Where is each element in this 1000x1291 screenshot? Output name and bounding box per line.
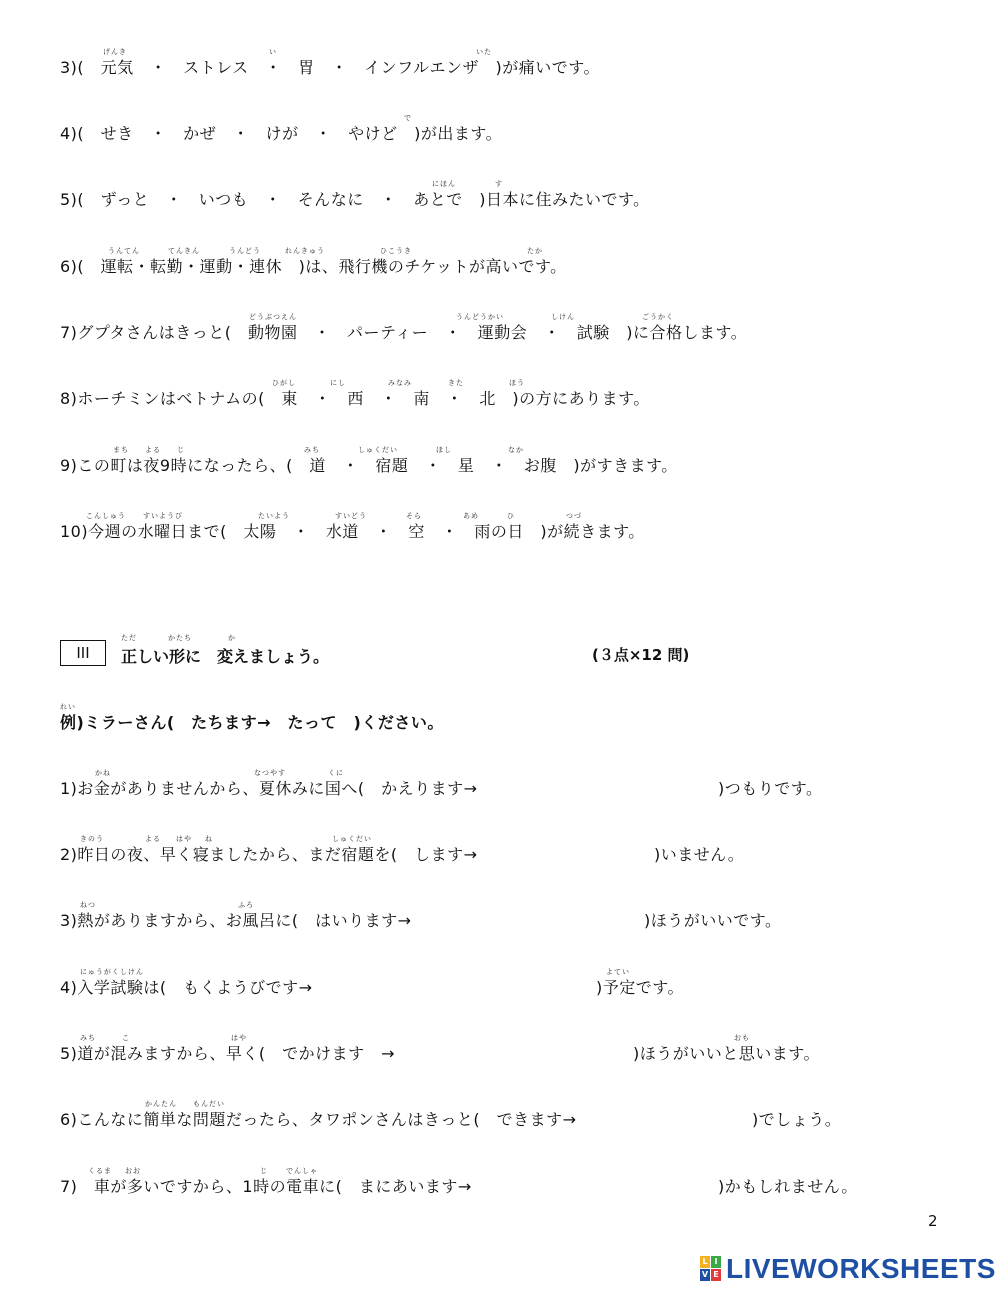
vocab-text: 5)( ずっと ・ いつも ・ そんなに ・ あとで )日本に住みたいです。 bbox=[60, 190, 650, 209]
furigana: たか bbox=[527, 247, 543, 255]
furigana: あめ bbox=[463, 512, 479, 520]
vocab-text: 10)今週の水曜日まで( 太陽 ・ 水道 ・ 空 ・ 雨の日 )が続きます。 bbox=[60, 522, 645, 541]
furigana: どうぶつえん bbox=[249, 313, 297, 321]
furigana: れんきゅう bbox=[285, 247, 325, 255]
furigana: かね bbox=[95, 769, 111, 777]
furigana: よる bbox=[145, 446, 161, 454]
vocab-text: 8)ホーチミンはベトナムの( 東 ・ 西 ・ 南 ・ 北 )の方にあります。 bbox=[60, 389, 650, 408]
furigana: しゅくだい bbox=[332, 835, 372, 843]
vocab-text: 6)( 運転・転勤・運動・連休 )は、飛行機のチケットが高いです。 bbox=[60, 257, 567, 276]
furigana: なか bbox=[508, 446, 524, 454]
logo-cube-icon bbox=[700, 1256, 722, 1282]
form-item-prefix: 7) 車が多いですから、1時の電車に( まにあいます→ bbox=[60, 1177, 472, 1196]
form-item-prefix: 3)熱がありますから、お風呂に( はいります→ bbox=[60, 911, 412, 930]
furigana: おお bbox=[125, 1167, 141, 1175]
section-title: 正しい形に 変えましょう。 bbox=[121, 647, 330, 666]
furigana: うんどうかい bbox=[456, 313, 504, 321]
furigana: つづ bbox=[566, 512, 582, 520]
furigana: はや bbox=[231, 1034, 247, 1042]
furigana: まち bbox=[113, 446, 129, 454]
example-sentence: 例)ミラーさん( たちます→ たって )ください。 bbox=[60, 713, 444, 732]
section-number-box: III bbox=[60, 640, 106, 666]
form-item-suffix: )ほうがいいです。 bbox=[644, 911, 782, 930]
logo-cube-letter: E bbox=[711, 1269, 721, 1281]
furigana: うんてん bbox=[108, 247, 140, 255]
furigana: じ bbox=[177, 446, 185, 454]
furigana: くるま bbox=[88, 1167, 112, 1175]
form-item-suffix: )予定です。 bbox=[596, 978, 684, 997]
form-item-suffix: )ほうがいいと思います。 bbox=[633, 1044, 820, 1063]
furigana: おも bbox=[734, 1034, 750, 1042]
furigana: で bbox=[404, 114, 412, 122]
furigana: きのう bbox=[80, 835, 104, 843]
furigana: もんだい bbox=[193, 1100, 225, 1108]
furigana: ねつ bbox=[80, 901, 96, 909]
vocab-text: 3)( 元気 ・ ストレス ・ 胃 ・ インフルエンザ )が痛いです。 bbox=[60, 58, 601, 77]
form-item-prefix: 6)こんなに簡単な問題だったら、タワポンさんはきっと( できます→ bbox=[60, 1110, 577, 1129]
furigana: みち bbox=[304, 446, 320, 454]
logo-cube-letter: V bbox=[701, 1270, 709, 1279]
furigana: こんしゅう bbox=[86, 512, 126, 520]
section-points: (３点×12 問) bbox=[592, 646, 690, 664]
furigana: ごうかく bbox=[642, 313, 674, 321]
furigana: でんしゃ bbox=[286, 1167, 318, 1175]
furigana: ひ bbox=[507, 512, 515, 520]
furigana: しゅくだい bbox=[358, 446, 398, 454]
furigana: たいよう bbox=[258, 512, 290, 520]
furigana: みち bbox=[80, 1034, 96, 1042]
furigana: じ bbox=[260, 1167, 268, 1175]
furigana: くに bbox=[328, 769, 344, 777]
furigana: す bbox=[495, 180, 503, 188]
furigana: てんきん bbox=[168, 247, 200, 255]
furigana: げんき bbox=[103, 48, 127, 56]
furigana: そら bbox=[406, 512, 422, 520]
liveworksheets-logo bbox=[700, 1255, 996, 1283]
furigana: よる bbox=[145, 835, 161, 843]
logo-cube-letter: I bbox=[711, 1256, 721, 1268]
furigana: にゅうがくしけん bbox=[80, 968, 144, 976]
furigana: はや bbox=[176, 835, 192, 843]
form-item-suffix: )つもりです。 bbox=[718, 779, 823, 798]
form-item-prefix: 4)入学試験は( もくようびです→ bbox=[60, 978, 313, 997]
furigana: きた bbox=[448, 379, 464, 387]
furigana: こ bbox=[122, 1034, 130, 1042]
form-item-prefix: 5)道が混みますから、早く( でかけます → bbox=[60, 1044, 396, 1063]
form-item-suffix: )かもしれません。 bbox=[718, 1177, 858, 1196]
furigana: かたち bbox=[168, 634, 192, 642]
form-item-suffix: )いません。 bbox=[654, 845, 745, 864]
furigana: かんたん bbox=[145, 1100, 177, 1108]
furigana: よてい bbox=[606, 968, 630, 976]
logo-text: LIVEWORKSHEETS bbox=[726, 1253, 996, 1284]
vocab-text: 7)グプタさんはきっと( 動物園 ・ パーティー ・ 運動会 ・ 試験 )に合格します。 bbox=[60, 323, 748, 342]
form-item-prefix: 2)昨日の夜、早く寝ましたから、まだ宿題を( します→ bbox=[60, 845, 478, 864]
furigana: いた bbox=[476, 48, 492, 56]
vocab-text: 9)この町は夜9時になったら、( 道 ・ 宿題 ・ 星 ・ お腹 )がすきます。 bbox=[60, 456, 678, 475]
furigana: うんどう bbox=[229, 247, 261, 255]
furigana: ほし bbox=[436, 446, 452, 454]
furigana: なつやす bbox=[254, 769, 286, 777]
furigana: ね bbox=[205, 835, 213, 843]
furigana: みなみ bbox=[388, 379, 412, 387]
furigana: にし bbox=[330, 379, 346, 387]
furigana: ほう bbox=[509, 379, 525, 387]
furigana: い bbox=[269, 48, 277, 56]
furigana: ふろ bbox=[238, 901, 254, 909]
furigana: れい bbox=[60, 703, 76, 711]
furigana: か bbox=[228, 634, 236, 642]
page-number: 2 bbox=[928, 1212, 938, 1230]
furigana: すいどう bbox=[335, 512, 367, 520]
logo-cube-letter: L bbox=[700, 1256, 710, 1268]
vocab-text: 4)( せき ・ かぜ ・ けが ・ やけど )が出ます。 bbox=[60, 124, 503, 143]
furigana: ひこうき bbox=[380, 247, 412, 255]
form-item-prefix: 1)お金がありませんから、夏休みに国へ( かえります→ bbox=[60, 779, 478, 798]
furigana: しけん bbox=[551, 313, 575, 321]
form-item-suffix: )でしょう。 bbox=[752, 1110, 842, 1129]
furigana: ただ bbox=[121, 634, 137, 642]
furigana: ひがし bbox=[272, 379, 296, 387]
furigana: にほん bbox=[432, 180, 456, 188]
furigana: すいようび bbox=[143, 512, 183, 520]
